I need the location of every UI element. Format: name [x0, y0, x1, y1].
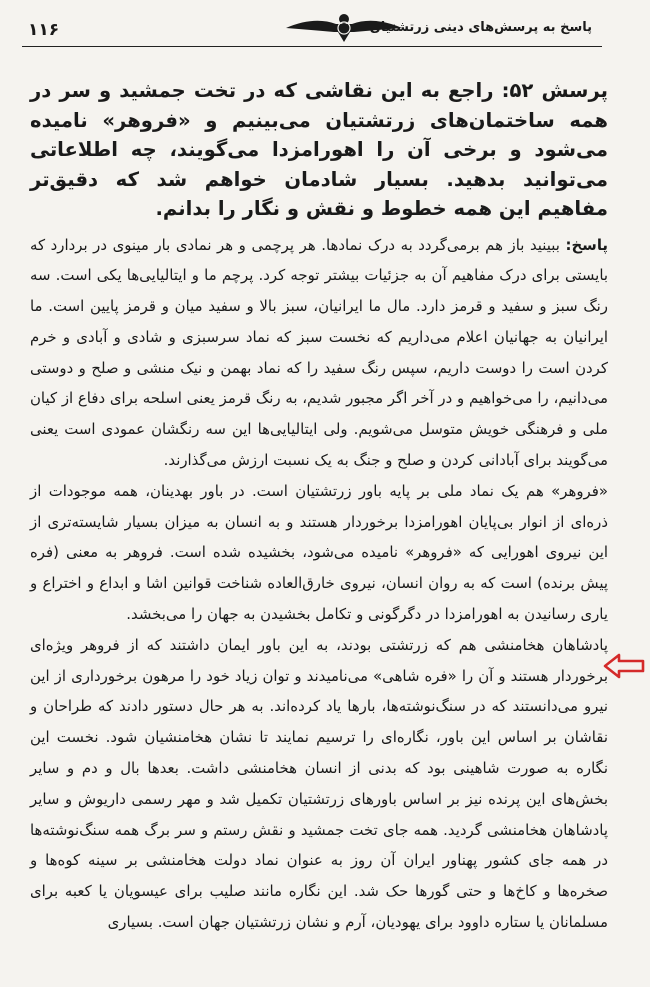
answer-paragraph-2: «فروهر» هم یک نماد ملی بر پایه باور زرتشتیان است. در باور بهدینان، همه موجودات از ذره‌ای از انوار بی‌پایان اهورامزدا برخوردار هستند و به انسان به میزان بسیار شایسته‌تری از این نیروی اهورایی که «فروهر» نامیده می‌شود، بخشیده شده است. فروهر به معنی (فره پیش برنده) است که به روان انسان، نیروی خارق‌العاده شناخت قوانین اشا و ابداع و اختراع و یاری رسانیدن به اهورامزدا در دگرگونی و تکامل بخشیدن به جهان را می‌بخشد. [30, 481, 608, 624]
page-content [30, 76, 608, 938]
header-rule [22, 46, 602, 47]
answer-paragraph-1 [30, 230, 608, 476]
question-paragraph: پرسش ۵۲: راجع به این نقاشی که در تخت جمشید و سر در همه ساختمان‌های زرتشتیان می‌بینیم و «فروهر» نامیده می‌شود و برخی آن را اهورامزدا می‌گویند، چه اطلاعاتی می‌توانید بدهید. بسیار شادمان خواهم شد که دقیق‌تر مفاهیم این همه خطوط و نقش و نگار را بدانم. [30, 79, 608, 220]
left-arrow-icon [602, 652, 646, 680]
answer-label: پاسخ: [565, 235, 608, 254]
page-number: ۱۱۶ [28, 20, 60, 40]
answer-paragraph-3: پادشاهان هخامنشی هم که زرتشتی بودند، به این باور ایمان داشتند که از فروهر ویژه‌ای برخوردار هستند و آن را «فره شاهی» می‌نامیدند و توان زیاد خود را مرهون برخورداری از این نیرو می‌دانستند که در سنگ‌نوشته‌ها، بارها یاد کرده‌اند. به هر حال دستور دادند که طراحان و نقاشان بر اساس این باور، نگاره‌ای را ترسیم نمایند تا نشان هخامنشیان شود. نخست این نگاره به صورت شاهینی بود که بدنی از انسان هخامنشی داشت. بعدها بال و دم و سایر بخش‌های این پرنده نیز بر اساس باورهای زرتشتیان تکمیل شد و مهر رسمی داریوش و سایر پادشاهان هخامنشی گردید. همه جای تخت جمشید و نقش رستم و سر برگ همه سنگ‌نوشته‌ها در همه جای کشور پهناور ایران آن روز به عنوان نماد دولت هخامنشی بر سینه کوه‌ها و صخره‌ها و کاخ‌ها و حتی گورها حک شد. این نگاره مانند صلیب برای عیسویان یا کعبه برای مسلمانان یا ستاره داوود برای یهودیان، آرم و نشان زرتشتیان جهان است. بسیاری [30, 635, 608, 932]
answer-text-1: ببینید باز هم برمی‌گردد به درک نمادها. هر پرچمی و هر نمادی بار مینوی در بردارد که بایستی برای درک مفاهیم آن به جزئیات بیشتر توجه کرد. پرچم ما و ایتالیایی‌ها یکی است. سه رنگ سبز و سفید و قرمز دارد. مال ما ایرانیان، سبز بالا و سفید میان و قرمز پایین است. ما ایرانیان به جهانیان اعلام می‌داریم که نخست سبز که نماد سرسبزی و شادی و آبادی و خرم کردن است را دوست داریم، سپس رنگ سفید را که نماد بهمن و نیک منشی و صلح و دوستی می‌دانیم، را می‌خواهیم و در آخر اگر مجبور شدیم، به رنگ قرمز یعنی اسلحه برای دفاع از کیان ملی و فرهنگی خویش متوسل می‌شویم. ولی ایتالیایی‌ها این سه رنگشان عمودی است یعنی می‌گویند برای آبادانی کردن و صلح و جنگ به یک نسبت ارزش می‌گذارند. [30, 235, 608, 470]
running-head: پاسخ به پرسش‌های دینی زرتشتیان [369, 20, 592, 35]
